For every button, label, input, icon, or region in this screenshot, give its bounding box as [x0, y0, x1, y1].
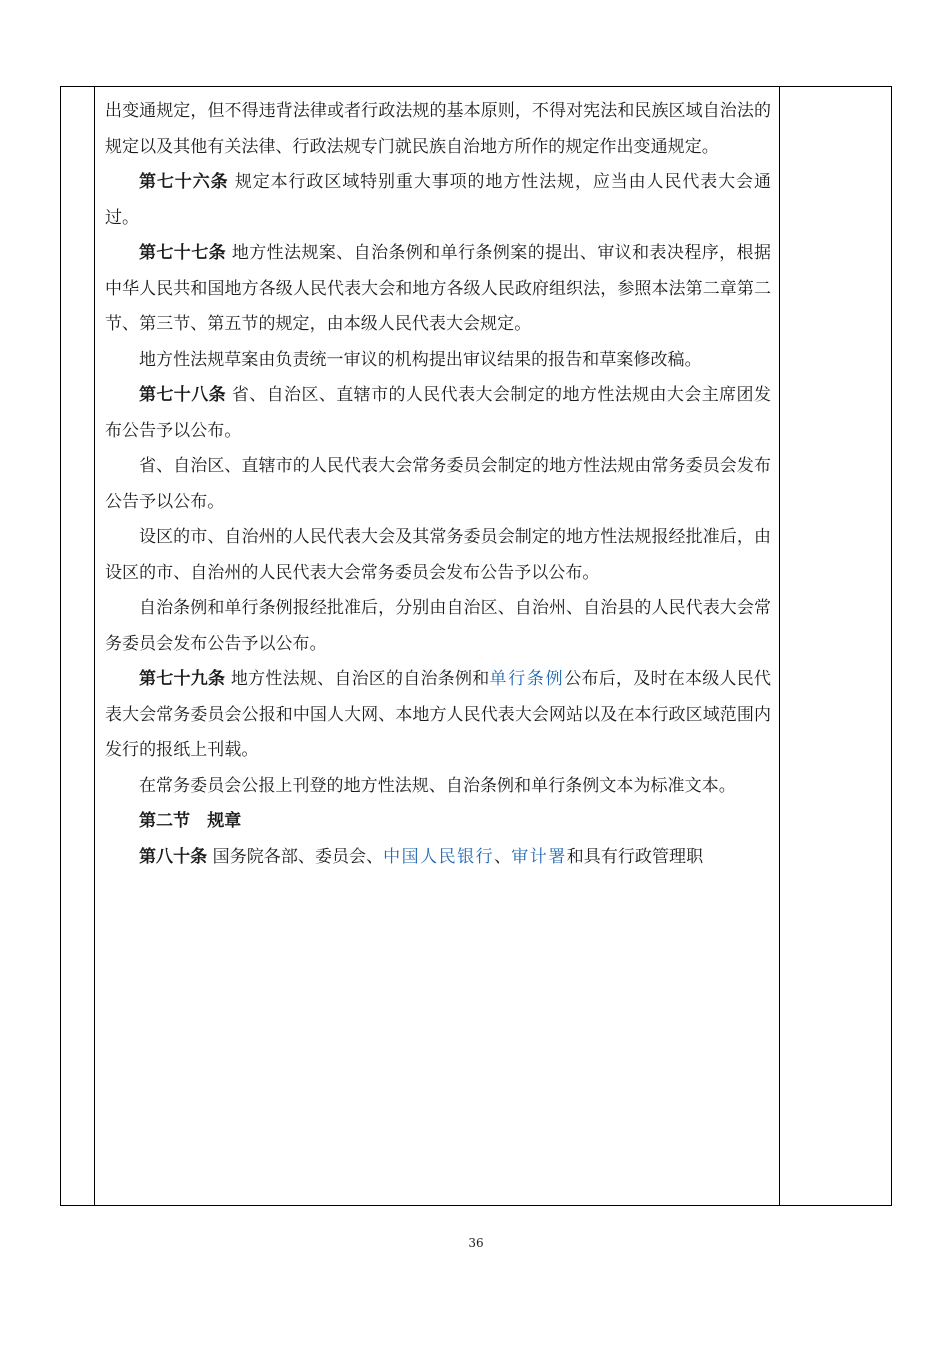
paragraph-text: 省、自治区、直辖市的人民代表大会常务委员会制定的地方性法规由常务委员会发布公告予以公布。	[105, 456, 771, 512]
paragraph-text: 规定本行政区域特别重大事项的地方性法规，应当由人民代表大会通过。	[105, 172, 772, 228]
paragraph-text: 地方性法规、自治区的自治条例和	[225, 669, 490, 689]
paragraph	[105, 165, 771, 236]
paragraph	[105, 449, 771, 520]
term-link[interactable]: 中国人民银行	[383, 846, 495, 867]
paragraph-text: 出变通规定，但不得违背法律或者行政法规的基本原则，不得对宪法和民族区域自治法的规定以及其他有关法律、行政法规专门就民族自治地方所作的规定作出变通规定。	[105, 101, 771, 157]
paragraph	[105, 94, 771, 165]
paragraph	[105, 591, 771, 662]
article-text-cell	[95, 87, 781, 1205]
paragraph	[105, 804, 771, 840]
paragraph-text: 自治条例和单行条例报经批准后，分别由自治区、自治州、自治县的人民代表大会常务委员会发布公告予以公布。	[105, 598, 771, 654]
paragraph-text: 地方性法规草案由负责统一审议的机构提出审议结果的报告和草案修改稿。	[139, 349, 702, 370]
paragraph	[105, 236, 771, 343]
paragraph	[105, 769, 771, 805]
term-link[interactable]: 单行条例	[489, 669, 565, 689]
paragraph-text: 设区的市、自治州的人民代表大会及其常务委员会制定的地方性法规报经批准后，由设区的市、自治州的人民代表大会常务委员会发布公告予以公布。	[105, 527, 771, 583]
article-heading: 第七十九条	[139, 669, 226, 689]
paragraph	[105, 662, 771, 769]
paragraph-text: 和具有行政管理职	[566, 846, 704, 867]
paragraph	[105, 378, 771, 449]
article-heading: 第七十七条	[139, 243, 227, 263]
table-right-column	[779, 87, 891, 1205]
page-number: 36	[468, 1236, 484, 1250]
article-heading: 第七十六条	[139, 172, 229, 192]
paragraph-text: 国务院各部、委员会、	[207, 846, 384, 867]
document-table	[60, 86, 892, 1206]
article-heading: 第二节 规章	[139, 811, 242, 831]
paragraph	[105, 840, 771, 876]
paragraph	[105, 520, 771, 591]
paragraph-text: 、	[494, 846, 512, 867]
term-link[interactable]: 审计署	[511, 846, 567, 867]
table-left-column	[61, 87, 95, 1205]
article-heading: 第八十条	[139, 846, 208, 867]
paragraph-text: 在常务委员会公报上刊登的地方性法规、自治条例和单行条例文本为标准文本。	[139, 775, 736, 796]
paragraph-text: 地方性法规案、自治条例和单行条例案的提出、审议和表决程序，根据中华人民共和国地方各级人民代表大会和地方各级人民政府组织法，参照本法第二章第二节、第三节、第五节的规定，由本级人民代表大会规定。	[105, 243, 771, 334]
paragraph-text: 公布后，及时在本级人民代表大会常务委员会公报和中国人大网、本地方人民代表大会网站以及在本行政区域范围内发行的报纸上刊载。	[105, 669, 772, 760]
paragraph-text: 省、自治区、直辖市的人民代表大会制定的地方性法规由大会主席团发布公告予以公布。	[105, 385, 771, 441]
article-heading: 第七十八条	[139, 385, 227, 405]
paragraph	[105, 343, 771, 379]
